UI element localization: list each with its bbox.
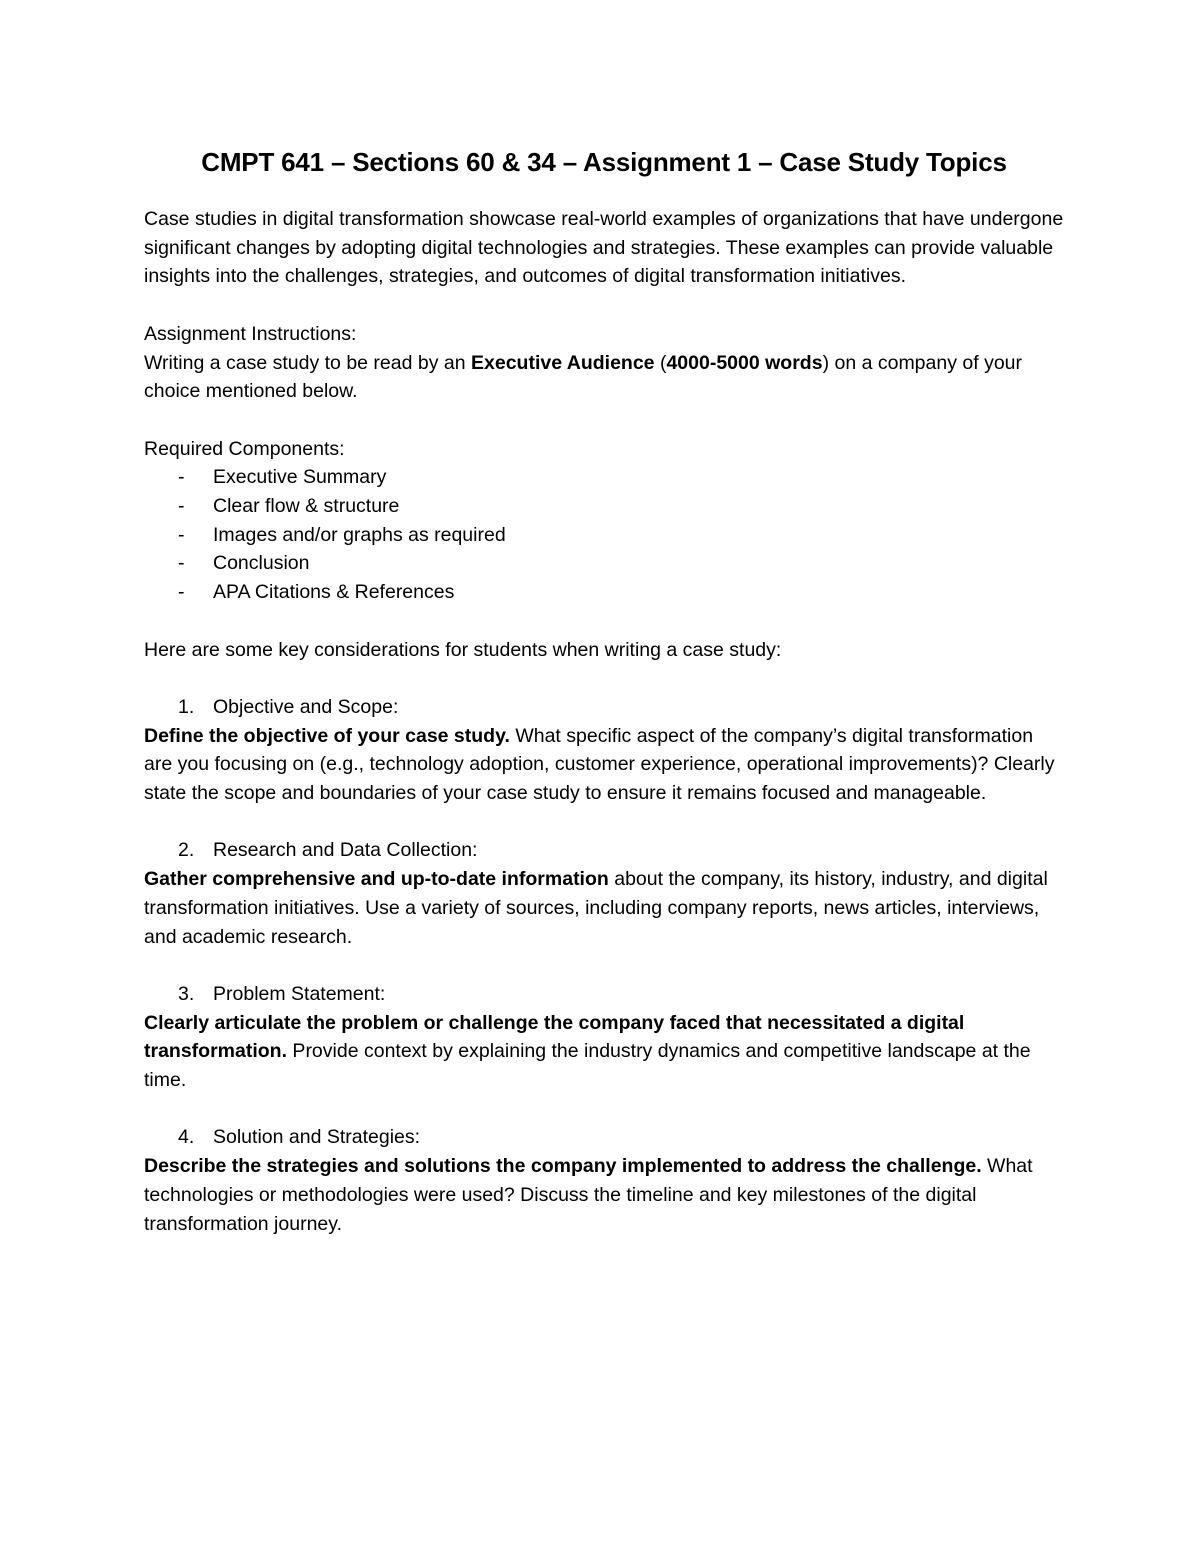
list-item — [144, 492, 1064, 521]
list-item — [144, 578, 1064, 607]
instructions-text-between: ( — [654, 351, 667, 374]
instructions-text-after: ) on a company of your choice mentioned below. — [144, 351, 1022, 403]
consideration-bold: Gather comprehensive and up-to-date information — [144, 868, 609, 891]
consideration-number: 4. — [178, 1126, 195, 1149]
document-title: CMPT 641 – Sections 60 & 34 – Assignment 1 – Case Study Topics — [201, 147, 1007, 177]
consideration-text: Provide context by explaining the industry dynamics and competitive landscape at the time. — [144, 1040, 1031, 1091]
consideration-item — [144, 836, 1064, 951]
list-item-text: Images and/or graphs as required — [213, 523, 506, 546]
required-components — [144, 435, 1064, 607]
components-list — [144, 463, 1064, 607]
instructions-word-count: 4000-5000 words — [666, 351, 823, 374]
consideration-body — [144, 722, 1064, 808]
list-item — [144, 521, 1064, 550]
consideration-title: Research and Data Collection: — [213, 839, 478, 862]
consideration-number: 1. — [178, 695, 195, 718]
dash-bullet: - — [178, 581, 185, 604]
consideration-body — [144, 1009, 1064, 1095]
considerations-intro: Here are some key considerations for students when writing a case study: — [144, 638, 782, 661]
dash-bullet: - — [178, 495, 185, 517]
list-item-text: APA Citations & References — [213, 581, 455, 604]
consideration-title: Solution and Strategies: — [213, 1126, 421, 1149]
components-heading: Required Components: — [144, 437, 345, 460]
instructions-audience: Executive Audience — [471, 351, 655, 374]
consideration-bold: Describe the strategies and solutions the company implemented to address the challenge. — [144, 1155, 982, 1178]
consideration-text: What specific aspect of the company’s digital transformation are you focusing on (e.g., technology adoption, customer experience, operational improvements)? Clearly state the scope and boundaries of your case study to ensure it remains focused and manageable. — [144, 724, 1055, 804]
consideration-text: about the company, its history, industry, and digital transformation initiatives. Use a variety of sources, including company reports, news articles, interviews, and academic research. — [144, 868, 1048, 948]
consideration-text: What technologies or methodologies were used? Discuss the timeline and key milestones of the digital transformation journey. — [144, 1155, 1033, 1235]
consideration-bold: Define the objective of your case study. — [144, 724, 510, 747]
consideration-heading — [144, 836, 1064, 865]
dash-bullet: - — [178, 552, 185, 575]
consideration-number: 3. — [178, 982, 195, 1005]
list-item-text: Clear flow & structure — [213, 495, 400, 517]
instructions-heading: Assignment Instructions: — [144, 322, 357, 345]
consideration-number: 2. — [178, 839, 195, 862]
consideration-bold: Clearly articulate the problem or challenge the company faced that necessitated a digital transformation. — [144, 1011, 965, 1063]
dash-bullet: - — [178, 523, 185, 546]
document-body — [144, 142, 1064, 1238]
list-item-text: Conclusion — [213, 552, 310, 575]
consideration-item — [144, 1123, 1064, 1238]
consideration-title: Problem Statement: — [213, 982, 386, 1005]
consideration-heading — [144, 1123, 1064, 1152]
consideration-body — [144, 865, 1064, 951]
list-item — [144, 549, 1064, 578]
list-item — [144, 463, 1064, 492]
consideration-title: Objective and Scope: — [213, 695, 399, 718]
instructions-text — [144, 349, 1064, 406]
assignment-instructions — [144, 320, 1064, 406]
consideration-heading — [144, 980, 1064, 1009]
dash-bullet: - — [178, 466, 185, 489]
intro-paragraph: Case studies in digital transformation showcase real-world examples of organizations that have undergone significant changes by adopting digital technologies and strategies. These examples can provide valuable insights into the challenges, strategies, and outcomes of digital transformation initiatives. — [144, 208, 1064, 288]
list-item-text: Executive Summary — [213, 466, 387, 489]
consideration-body — [144, 1152, 1064, 1238]
consideration-item — [144, 980, 1064, 1095]
consideration-item — [144, 693, 1064, 808]
consideration-heading — [144, 693, 1064, 722]
instructions-text-before: Writing a case study to be read by an — [144, 351, 471, 374]
